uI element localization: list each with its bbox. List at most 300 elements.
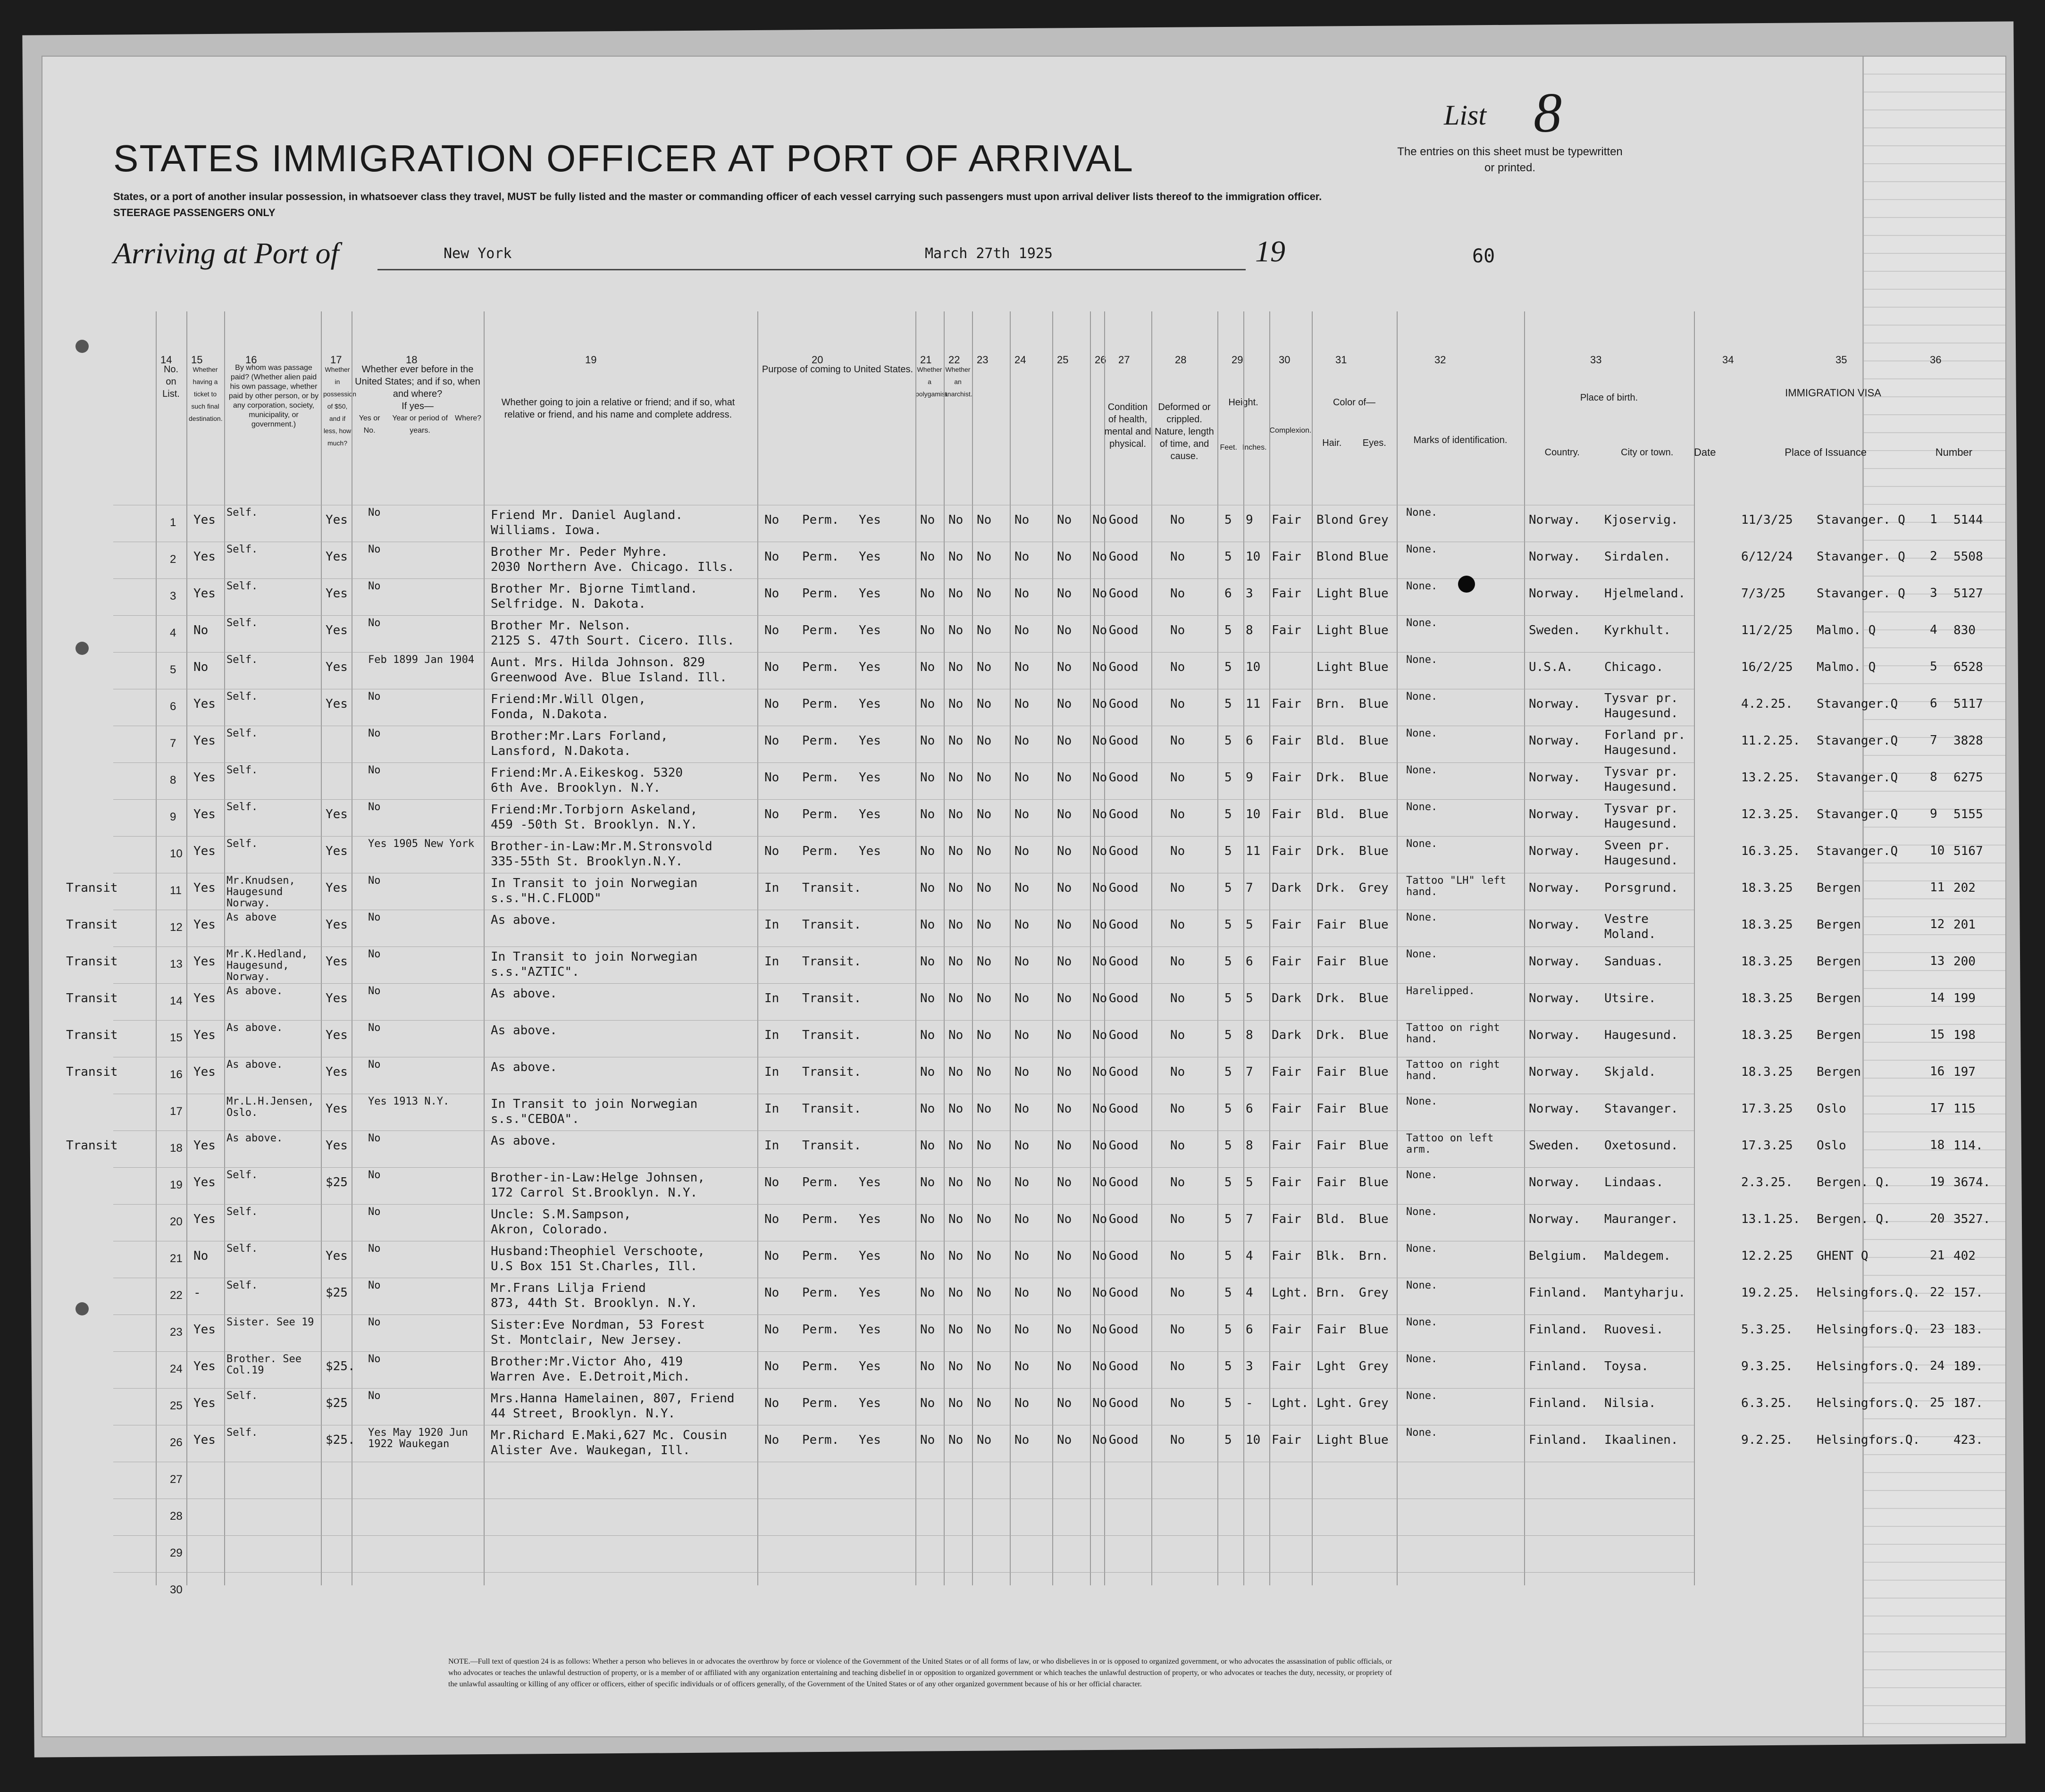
inches-cell: 8 [1246,623,1253,637]
ticket-cell: Yes [193,770,216,785]
city-cell-line2: Haugesund. [1604,743,1678,757]
col25-cell: No [1057,991,1072,1005]
visa-place-cell: Helsingfors.Q. [1817,1323,1920,1337]
before-in-us-cell: No [368,1243,381,1255]
inches-cell: 8 [1246,1028,1253,1042]
hair-cell: Fair [1316,1175,1346,1189]
purpose-cell: No [764,586,779,601]
feet-cell: 5 [1224,623,1232,637]
anarchist-cell: No [948,623,964,637]
before-in-us-cell: No [368,544,381,555]
complexion-cell: Fair [1272,697,1301,711]
join-relative-line1: Mrs.Hanna Hamelainen, 807, Friend [491,1391,735,1406]
margin-row-number: 19 [1930,1175,1945,1189]
visa-date-cell: 12.2.25 [1741,1249,1793,1263]
table-row [113,1241,1976,1278]
marks-cell: None. [1406,801,1438,813]
visa-date-cell: 11.2.25. [1741,734,1801,748]
intent-cell: Yes [859,550,881,564]
row-number: 16 [170,1068,183,1081]
visa-date-cell: 18.3.25 [1741,955,1793,969]
col24-cell: No [1014,586,1030,601]
table-row [113,762,1983,800]
row-number: 3 [170,590,176,603]
perm-cell: Perm. [802,1433,839,1447]
visa-date-cell: 17.3.25 [1741,1139,1793,1153]
city-cell: Ikaalinen. [1604,1433,1678,1447]
deformed-cell: No [1170,697,1185,711]
col25-cell: No [1057,881,1072,895]
marks-cell: None. [1406,544,1438,555]
purpose-cell: No [764,550,779,564]
col26-cell: No [1092,623,1107,637]
polygamist-cell: No [920,1433,935,1447]
country-cell: Norway. [1529,844,1581,858]
visa-number-cell: 198 [1953,1028,1976,1042]
visa-number-cell: 423. [1953,1433,1983,1447]
purpose-cell: In [764,1139,779,1153]
marks-cell: None. [1406,1096,1438,1107]
col25-cell: No [1057,513,1072,527]
city-cell: Toysa. [1604,1359,1649,1373]
col24-cell: No [1014,550,1030,564]
passage-paid-cell: Self. [226,580,258,592]
health-cell: Good [1109,697,1139,711]
health-cell: Good [1109,623,1139,637]
complexion-cell: Fair [1272,1359,1301,1373]
city-cell: Forland pr. [1604,728,1686,742]
deformed-cell: No [1170,770,1185,785]
col25-cell: No [1057,1175,1072,1189]
feet-cell: 5 [1224,1175,1232,1189]
complexion-cell: Fair [1272,1102,1301,1116]
before-in-us-cell: No [368,1353,381,1365]
port-label: Arriving at Port of [113,236,339,270]
table-row [66,983,1976,1021]
col23-cell: No [977,955,992,969]
eyes-cell: Blue [1359,1102,1389,1116]
purpose-cell: No [764,770,779,785]
marks-cell: Tattoo on right hand. [1406,1059,1500,1082]
intent-cell: Yes [859,1323,881,1337]
country-cell: Norway. [1529,770,1581,785]
feet-cell: 5 [1224,550,1232,564]
before-in-us-cell: No [368,948,381,960]
col25-cell: No [1057,550,1072,564]
complexion-cell: Fair [1272,955,1301,969]
join-relative-line1: Brother Mr. Bjorne Timtland. [491,582,698,596]
join-relative-line2: s.s."CEBOA". [491,1112,579,1126]
header-passage-paid: By whom was passage paid? (Whether alien paid his own passage, whether paid by other person, or by any corporation, society, municipality, or government.) [228,364,319,428]
health-cell: Good [1109,1175,1139,1189]
col24-cell: No [1014,734,1030,748]
feet-cell: 5 [1224,1139,1232,1153]
col26-cell: No [1092,1102,1107,1116]
visa-number-cell: 6528 [1953,660,1983,674]
cash-cell: Yes [326,513,348,527]
col24-cell: No [1014,1212,1030,1226]
anarchist-cell: No [948,660,964,674]
margin-row-number: 3 [1930,586,1937,600]
margin-row-number: 5 [1930,660,1937,674]
table-row [66,873,1976,910]
join-relative-line1: Brother-in-Law:Mr.M.Stronsvold [491,839,712,854]
col26-cell: No [1092,697,1107,711]
visa-number-cell: 5117 [1953,697,1983,711]
visa-number-cell: 197 [1953,1065,1976,1079]
transit-label: Transit [66,881,118,895]
perm-cell: Transit. [802,991,862,1005]
ticket-cell: Yes [193,1065,216,1079]
passage-paid-cell: Self. [226,617,258,629]
ticket-cell: No [193,623,209,637]
city-cell-line2: Haugesund. [1604,780,1678,794]
col24-cell: No [1014,1323,1030,1337]
visa-number-cell: 830 [1953,623,1976,637]
polygamist-cell: No [920,1065,935,1079]
visa-date-cell: 18.3.25 [1741,1065,1793,1079]
column-number: 26 [1095,354,1106,366]
col24-cell: No [1014,1102,1030,1116]
cash-cell: Yes [326,844,348,858]
visa-number-cell: 115 [1953,1102,1976,1116]
health-cell: Good [1109,1028,1139,1042]
margin-row-number: 2 [1930,549,1937,563]
marks-cell: Tattoo on right hand. [1406,1022,1500,1045]
row-number: 28 [170,1510,183,1523]
passage-paid-cell: Self. [226,838,258,850]
purpose-cell: No [764,734,779,748]
country-cell: Norway. [1529,955,1581,969]
eyes-cell: Grey [1359,1359,1389,1373]
col23-cell: No [977,1212,992,1226]
country-cell: Finland. [1529,1323,1588,1337]
col25-cell: No [1057,1065,1072,1079]
col24-cell: No [1014,1175,1030,1189]
country-cell: U.S.A. [1529,660,1573,674]
empty-row [113,1462,1694,1499]
table-row [113,1425,1983,1462]
inches-cell: 5 [1246,918,1253,932]
year-label: 19 [1255,234,1285,268]
col25-cell: No [1057,697,1072,711]
col25-cell: No [1057,955,1072,969]
cash-cell: Yes [326,623,348,637]
city-cell: Kyrkhult. [1604,623,1671,637]
deformed-cell: No [1170,807,1185,821]
eyes-cell: Blue [1359,955,1389,969]
visa-number-cell: 114. [1953,1139,1983,1153]
join-relative-line2: 2125 S. 47th Sourt. Cicero. Ills. [491,634,735,648]
purpose-cell: No [764,623,779,637]
country-cell: Norway. [1529,1065,1581,1079]
deformed-cell: No [1170,991,1185,1005]
margin-row-number: 16 [1930,1064,1945,1079]
visa-date-cell: 17.3.25 [1741,1102,1793,1116]
visa-number-cell: 199 [1953,991,1976,1005]
health-cell: Good [1109,1065,1139,1079]
col23-cell: No [977,660,992,674]
header-height-text: Height. [1228,397,1258,408]
city-cell: Maldegem. [1604,1249,1671,1263]
feet-cell: 5 [1224,660,1232,674]
row-number: 11 [170,884,182,897]
row-number: 10 [170,847,183,860]
cash-cell: Yes [326,991,348,1005]
perm-cell: Transit. [802,1139,862,1153]
deformed-cell: No [1170,1175,1185,1189]
health-cell: Good [1109,918,1139,932]
marks-cell: Tattoo "LH" left hand. [1406,875,1506,898]
intent-cell: Yes [859,513,881,527]
col24-cell: No [1014,1286,1030,1300]
complexion-cell: Lght. [1272,1396,1309,1410]
join-relative-line2: 6th Ave. Brooklyn. N.Y. [491,781,661,795]
complexion-cell: Fair [1272,1212,1301,1226]
margin-row-number: 14 [1930,991,1945,1005]
passage-paid-cell: Self. [226,801,258,813]
marks-cell: None. [1406,617,1438,629]
feet-cell: 5 [1224,918,1232,932]
inches-cell: 7 [1246,1065,1253,1079]
health-cell: Good [1109,513,1139,527]
row-number: 26 [170,1436,183,1449]
cash-cell: Yes [326,918,348,932]
health-cell: Good [1109,586,1139,601]
col25-cell: No [1057,1396,1072,1410]
visa-date-cell: 18.3.25 [1741,881,1793,895]
health-cell: Good [1109,1139,1139,1153]
visa-number-cell: 201 [1953,918,1976,932]
eyes-cell: Blue [1359,660,1389,674]
ticket-cell: Yes [193,918,216,932]
visa-number-cell: 189. [1953,1359,1983,1373]
purpose-cell: No [764,844,779,858]
row-number: 27 [170,1473,183,1486]
col26-cell: No [1092,1433,1107,1447]
ticket-cell: Yes [193,734,216,748]
join-relative-line2: 459 -50th St. Brooklyn. N.Y. [491,818,698,832]
purpose-cell: No [764,1359,779,1373]
join-relative-line1: Friend Mr. Daniel Augland. [491,508,683,522]
ticket-cell: Yes [193,955,216,969]
column-number: 29 [1232,354,1243,366]
join-relative-line1: In Transit to join Norwegian [491,1097,698,1111]
before-in-us-cell: No [368,912,381,923]
column-number: 20 [812,354,823,366]
health-cell: Good [1109,1212,1139,1226]
marks-cell: None. [1406,838,1438,850]
country-cell: Norway. [1529,513,1581,527]
hair-cell: Bld. [1316,1212,1346,1226]
table-row [113,726,1983,763]
inches-cell: 3 [1246,586,1253,601]
inches-cell: 4 [1246,1286,1253,1300]
anarchist-cell: No [948,1212,964,1226]
before-in-us-cell: No [368,580,381,592]
join-relative-line2: Akron, Colorado. [491,1223,609,1237]
country-cell: Norway. [1529,586,1581,601]
hair-cell: Light [1316,660,1354,674]
visa-number-cell: 5155 [1953,807,1983,821]
col26-cell: No [1092,1286,1107,1300]
column-number: 19 [585,354,597,366]
anarchist-cell: No [948,1028,964,1042]
join-relative-line1: Friend:Mr.A.Eikeskog. 5320 [491,766,683,780]
margin-row-number: 10 [1930,844,1945,858]
perm-cell: Perm. [802,1323,839,1337]
ticket-cell: Yes [193,991,216,1005]
join-relative-line1: As above. [491,1023,557,1038]
intent-cell: Yes [859,1212,881,1226]
visa-place-cell: Bergen [1817,955,1861,969]
anarchist-cell: No [948,991,964,1005]
col23-cell: No [977,1323,992,1337]
table-row [66,1130,1983,1168]
perm-cell: Transit. [802,918,862,932]
before-in-us-cell: Yes 1913 N.Y. [368,1096,450,1107]
header-before-years: Year or period of years. [392,414,448,435]
margin-row-number: 9 [1930,807,1937,821]
col25-cell: No [1057,770,1072,785]
passage-paid-cell: Self. [226,544,258,555]
col23-cell: No [977,770,992,785]
col23-cell: No [977,991,992,1005]
join-relative-line1: Mr.Frans Lilja Friend [491,1281,646,1295]
intent-cell: Yes [859,660,881,674]
marks-cell: None. [1406,654,1438,666]
header-before-in-us [354,363,481,437]
intent-cell: Yes [859,770,881,785]
visa-date-cell: 13.1.25. [1741,1212,1801,1226]
inches-cell: 8 [1246,1139,1253,1153]
perm-cell: Perm. [802,586,839,601]
eyes-cell: Blue [1359,1212,1389,1226]
passage-paid-cell: As above. [226,985,283,997]
city-cell: Stavanger. [1604,1102,1678,1116]
col26-cell: No [1092,550,1107,564]
intent-cell: Yes [859,1175,881,1189]
transit-label: Transit [66,955,118,969]
eyes-cell: Blue [1359,697,1389,711]
feet-cell: 5 [1224,1028,1232,1042]
table-row [113,1204,1991,1241]
ticket-cell: - [193,1286,201,1300]
join-relative-line1: Brother-in-Law:Helge Johnsen, [491,1171,705,1185]
before-in-us-cell: No [368,875,381,887]
polygamist-cell: No [920,550,935,564]
col23-cell: No [977,550,992,564]
header-list-number: No. on List. [162,364,180,399]
polygamist-cell: No [920,881,935,895]
col24-cell: No [1014,1249,1030,1263]
city-cell: Tysvar pr. [1604,691,1678,705]
eyes-cell: Blue [1359,1065,1389,1079]
inches-cell: 7 [1246,1212,1253,1226]
eyes-cell: Brn. [1359,1249,1389,1263]
ticket-cell: Yes [193,807,216,821]
margin-row-number: 25 [1930,1396,1945,1410]
country-cell: Finland. [1529,1286,1588,1300]
col26-cell: No [1092,586,1107,601]
visa-place-cell: Helsingfors.Q. [1817,1396,1920,1410]
column-number: 36 [1930,354,1942,366]
visa-number-cell: 3828 [1953,734,1983,748]
purpose-cell: No [764,1396,779,1410]
eyes-cell: Blue [1359,586,1389,601]
eyes-cell: Blue [1359,807,1389,821]
col24-cell: No [1014,1396,1030,1410]
purpose-cell: No [764,513,779,527]
deformed-cell: No [1170,734,1185,748]
passage-paid-cell: As above. [226,1059,283,1071]
complexion-cell: Fair [1272,513,1301,527]
col24-cell: No [1014,918,1030,932]
health-cell: Good [1109,991,1139,1005]
passage-paid-cell: Sister. See 19 [226,1316,314,1328]
country-cell: Norway. [1529,734,1581,748]
inches-cell: 11 [1246,697,1261,711]
eyes-cell: Blue [1359,1433,1389,1447]
feet-cell: 5 [1224,881,1232,895]
column-number: 17 [330,354,342,366]
join-relative-line2: 172 Carrol St.Brooklyn. N.Y. [491,1186,698,1200]
feet-cell: 5 [1224,1323,1232,1337]
polygamist-cell: No [920,770,935,785]
polygamist-cell: No [920,697,935,711]
row-number: 14 [170,995,183,1007]
before-in-us-cell: No [368,1022,381,1034]
polygamist-cell: No [920,1102,935,1116]
visa-place-cell: Stavanger.Q [1817,697,1898,711]
purpose-cell: No [764,1286,779,1300]
cash-cell: Yes [326,550,348,564]
feet-cell: 5 [1224,734,1232,748]
inches-cell: 10 [1246,550,1261,564]
perm-cell: Perm. [802,1286,839,1300]
col26-cell: No [1092,734,1107,748]
perm-cell: Perm. [802,807,839,821]
hair-cell: Fair [1316,1139,1346,1153]
inches-cell: 10 [1246,660,1261,674]
complexion-cell: Fair [1272,770,1301,785]
ticket-cell: Yes [193,1433,216,1447]
header-complexion: Complexion. [1269,427,1312,435]
visa-date-cell: 13.2.25. [1741,770,1801,785]
hair-cell: Lght. [1316,1396,1354,1410]
deformed-cell: No [1170,1396,1185,1410]
country-cell: Norway. [1529,881,1581,895]
row-number: 4 [170,627,176,639]
country-cell: Norway. [1529,1102,1581,1116]
row-number: 30 [170,1583,183,1596]
transit-label: Transit [66,991,118,1005]
col25-cell: No [1057,586,1072,601]
row-number: 17 [170,1105,183,1118]
join-relative-line2: 335-55th St. Brooklyn.N.Y. [491,854,683,869]
header-before-text: Whether ever before in the United States; and if so, when and where? [355,364,480,399]
visa-number-cell: 200 [1953,955,1976,969]
polygamist-cell: No [920,1323,935,1337]
marks-cell: None. [1406,1206,1438,1218]
ticket-cell: No [193,1249,209,1263]
join-relative-line1: As above. [491,1060,557,1074]
hair-cell: Drk. [1316,770,1346,785]
col25-cell: No [1057,1249,1072,1263]
col26-cell: No [1092,770,1107,785]
intent-cell: Yes [859,623,881,637]
visa-number-cell: 5127 [1953,586,1983,601]
